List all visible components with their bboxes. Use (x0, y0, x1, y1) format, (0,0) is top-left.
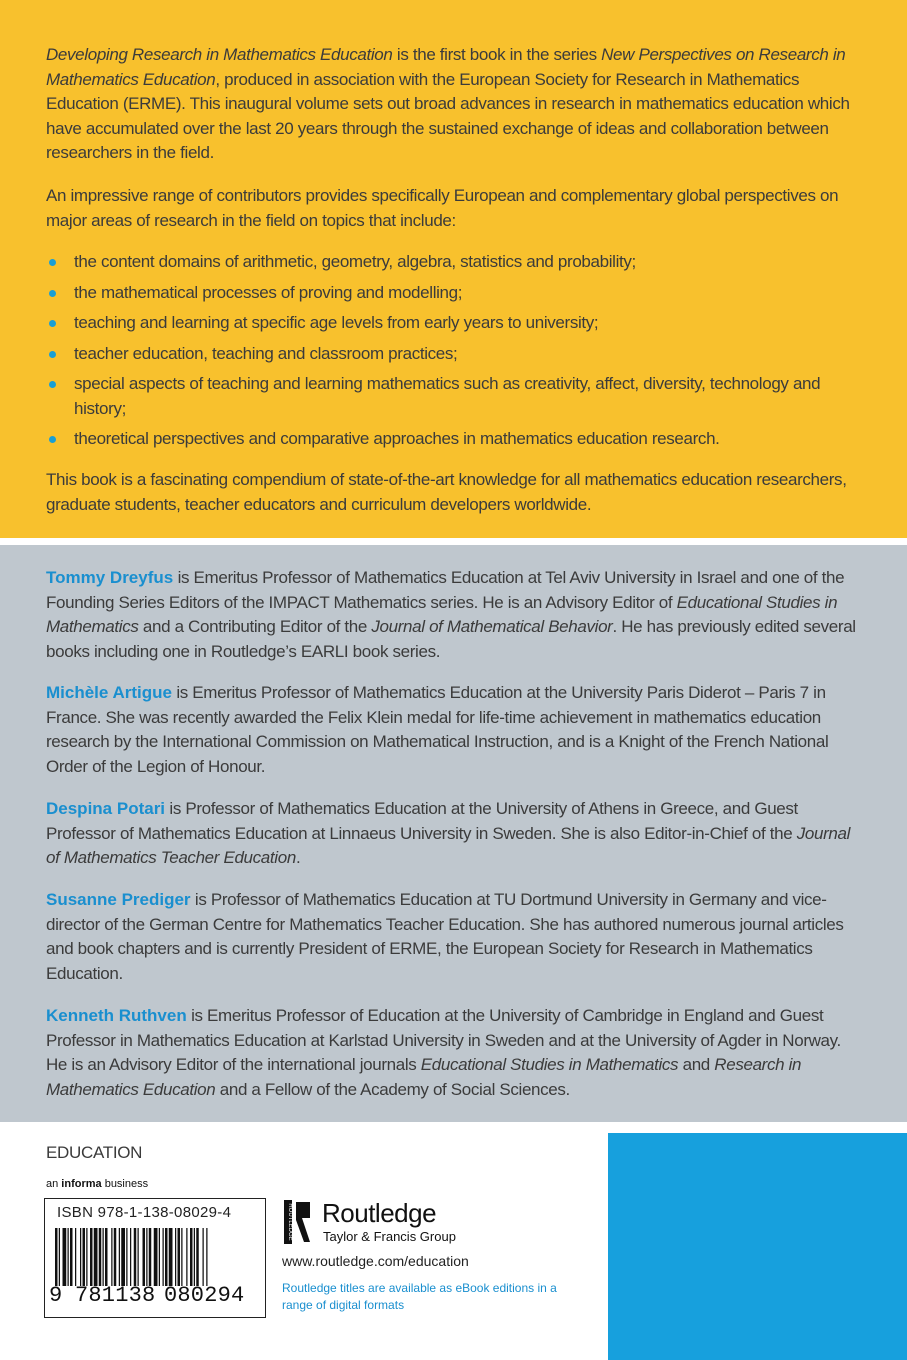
book-title: Developing Research in Mathematics Education (46, 45, 393, 64)
barcode-bar (55, 1228, 58, 1286)
accent-color-block (608, 1133, 907, 1360)
barcode-bar (114, 1228, 117, 1286)
barcode-bar (103, 1228, 104, 1286)
journal-title: Educational Studies in Mathematics (420, 1055, 679, 1074)
list-item-text: the mathematical processes of proving and modelling; (74, 282, 463, 302)
list-item (46, 372, 866, 421)
description-paragraph-2: An impressive range of contributors provides specifically European and complementary global perspectives on major areas of research in the field on topics that include: (46, 186, 839, 230)
barcode-bar (190, 1228, 193, 1286)
logo-text: ROUTLEDGE (287, 1203, 293, 1241)
list-item (46, 311, 866, 336)
barcode-bar (130, 1228, 131, 1286)
tagline-text: business (101, 1178, 149, 1190)
barcode-bar (63, 1228, 67, 1286)
bio-text: . He has previously edited several books including one in Routledge’s EARLI book series. (46, 617, 856, 661)
bio-text: is Emeritus Professor of Education at the University of Cambridge in England and Guest Professor in Mathematics Education at Karlstad University in Sweden and at the University of Agder in Norway. He is an Advisory Editor of the international journals (46, 1006, 841, 1074)
bio-text: is Professor of Mathematics Education at the University of Athens in Greece, and Guest Professor of Mathematics Education at Linnaeus University in Sweden. She is also Editor-in-Chief of the (46, 799, 798, 843)
editor-name: Despina Potari (46, 799, 166, 818)
barcode-bar (186, 1228, 187, 1286)
editor-bio-artigue (46, 681, 861, 779)
bio-text: is Professor of Mathematics Education at TU Dortmund University in Germany and vice-director of the German Centre for Mathematics Teacher Education. She has authored numerous journal articles and book chapters and is currently President of ERME, the European Society for Research in Mathematics Education. (46, 890, 844, 983)
list-item (46, 427, 866, 452)
bullet-icon (49, 351, 56, 358)
barcode-bars (55, 1228, 255, 1286)
list-item (46, 250, 866, 275)
informa-tagline (46, 1178, 148, 1190)
isbn-barcode (44, 1198, 266, 1318)
list-item-text: teacher education, teaching and classroom practices; (74, 343, 458, 363)
ebook-note: Routledge titles are available as eBook editions in a range of digital formats (282, 1281, 557, 1312)
bullet-icon (49, 320, 56, 327)
editor-name: Kenneth Ruthven (46, 1006, 187, 1025)
barcode-digit-group-2: 080294 (164, 1283, 245, 1308)
barcode-bar (181, 1228, 182, 1286)
editor-bio-ruthven (46, 1004, 861, 1102)
barcode-bar (175, 1228, 176, 1286)
editor-name: Michèle Artigue (46, 683, 172, 702)
barcode-bar (80, 1228, 81, 1286)
editor-bio-dreyfus (46, 566, 861, 664)
subject-category: EDUCATION (46, 1143, 143, 1162)
barcode-bar (149, 1228, 152, 1286)
barcode-bar (68, 1228, 69, 1286)
bullet-icon (49, 259, 56, 266)
bullet-icon (49, 290, 56, 297)
barcode-bar (111, 1228, 112, 1286)
barcode-bar (146, 1228, 147, 1286)
publisher-name: Routledge (322, 1198, 437, 1228)
bio-text: is Emeritus Professor of Mathematics Education at the University Paris Diderot – Paris 7 in France. She was recently awarded the Felix Klein medal for life-time achievement in mathematics education research by the International Commission on Mathematical Instruction, and is a Knight of the French National Order of the Legion of Honour. (46, 683, 829, 776)
barcode-bar (165, 1228, 168, 1286)
list-item-text: the content domains of arithmetic, geometry, algebra, statistics and probability; (74, 252, 636, 271)
publisher-url[interactable]: www.routledge.com/education (282, 1253, 469, 1269)
barcode-bar (138, 1228, 139, 1286)
barcode-bar (154, 1228, 158, 1286)
description-paragraph-1 (46, 43, 866, 166)
journal-title: Journal of Mathematical Behavior (371, 617, 613, 636)
journal-title: Educational Studies in Mathematics (46, 592, 838, 636)
barcode-bar (194, 1228, 195, 1286)
paragraph-text: , produced in association with the European Society for Research in Mathematics Education (ERME). This inaugural volume sets out broad advances in research in mathematics education which have accumulated over the last 20 years through the sustained exchange of ideas and collaboration between researchers in the field. (46, 69, 850, 162)
list-item-text: theoretical perspectives and comparative approaches in mathematics education research. (74, 429, 720, 448)
bio-text: and a Fellow of the Academy of Social Sciences. (215, 1079, 570, 1099)
paragraph-text: is the first book in the series (392, 45, 602, 64)
barcode-digit-group-1: 781138 (75, 1283, 156, 1308)
barcode-bar (126, 1228, 127, 1286)
bio-text: and (678, 1055, 715, 1074)
routledge-logo-icon (282, 1198, 314, 1246)
barcode-bar (178, 1228, 181, 1286)
barcode-bar (143, 1228, 146, 1286)
barcode-bar (99, 1228, 102, 1286)
bullet-icon (49, 381, 56, 388)
list-item (46, 281, 866, 306)
editor-name: Susanne Prediger (46, 890, 191, 909)
topics-list (46, 250, 866, 458)
bio-text: and a Contributing Editor of the (138, 617, 372, 636)
series-title: New Perspectives on Research in Mathematics Education (46, 45, 846, 89)
barcode-digit-prefix: 9 (49, 1283, 63, 1308)
bio-text: is Emeritus Professor of Mathematics Education at Tel Aviv University in Israel and one of the Founding Series Editors of the IMPACT Mathematics series. He is an Advisory Editor of (46, 568, 845, 612)
barcode-bar (86, 1228, 87, 1286)
barcode-bar (159, 1228, 160, 1286)
barcode-bar (134, 1228, 137, 1286)
list-item (46, 342, 866, 367)
barcode-bar (105, 1228, 108, 1286)
barcode-bar (206, 1228, 207, 1286)
panel-divider (0, 538, 907, 545)
barcode-bar (121, 1228, 125, 1286)
publisher-group: Taylor & Francis Group (323, 1229, 456, 1244)
informa-wordmark: informa (61, 1178, 102, 1190)
editor-bio-prediger (46, 888, 861, 986)
barcode-bar (169, 1228, 173, 1286)
list-item-text: teaching and learning at specific age levels from early years to university; (74, 313, 599, 332)
barcode-bar (203, 1228, 204, 1286)
journal-title: Journal of Mathematics Teacher Education (46, 823, 851, 867)
description-paragraph-3: This book is a fascinating compendium of state-of-the-art knowledge for all mathematics education researchers, graduate students, teacher educators and curriculum developers worldwide. (46, 470, 847, 514)
isbn-number: ISBN 978-1-138-08029-4 (57, 1204, 232, 1221)
barcode-bar (163, 1228, 164, 1286)
bio-text: . (295, 848, 301, 867)
barcode-bar (119, 1228, 120, 1286)
bullet-icon (49, 436, 56, 443)
journal-title: Research in Mathematics Education (46, 1055, 802, 1099)
barcode-bar (94, 1228, 98, 1286)
barcode-bar (196, 1228, 199, 1286)
barcode-bar (70, 1228, 73, 1286)
barcode-bar (83, 1228, 86, 1286)
editor-bio-potari (46, 797, 861, 871)
list-item-text: special aspects of teaching and learning mathematics such as creativity, affect, diversity, technology and history; (74, 374, 821, 418)
barcode-bar (75, 1228, 76, 1286)
barcode-bar (90, 1228, 93, 1286)
editor-name: Tommy Dreyfus (46, 568, 174, 587)
tagline-text: an (46, 1178, 62, 1190)
barcode-bar (59, 1228, 60, 1286)
